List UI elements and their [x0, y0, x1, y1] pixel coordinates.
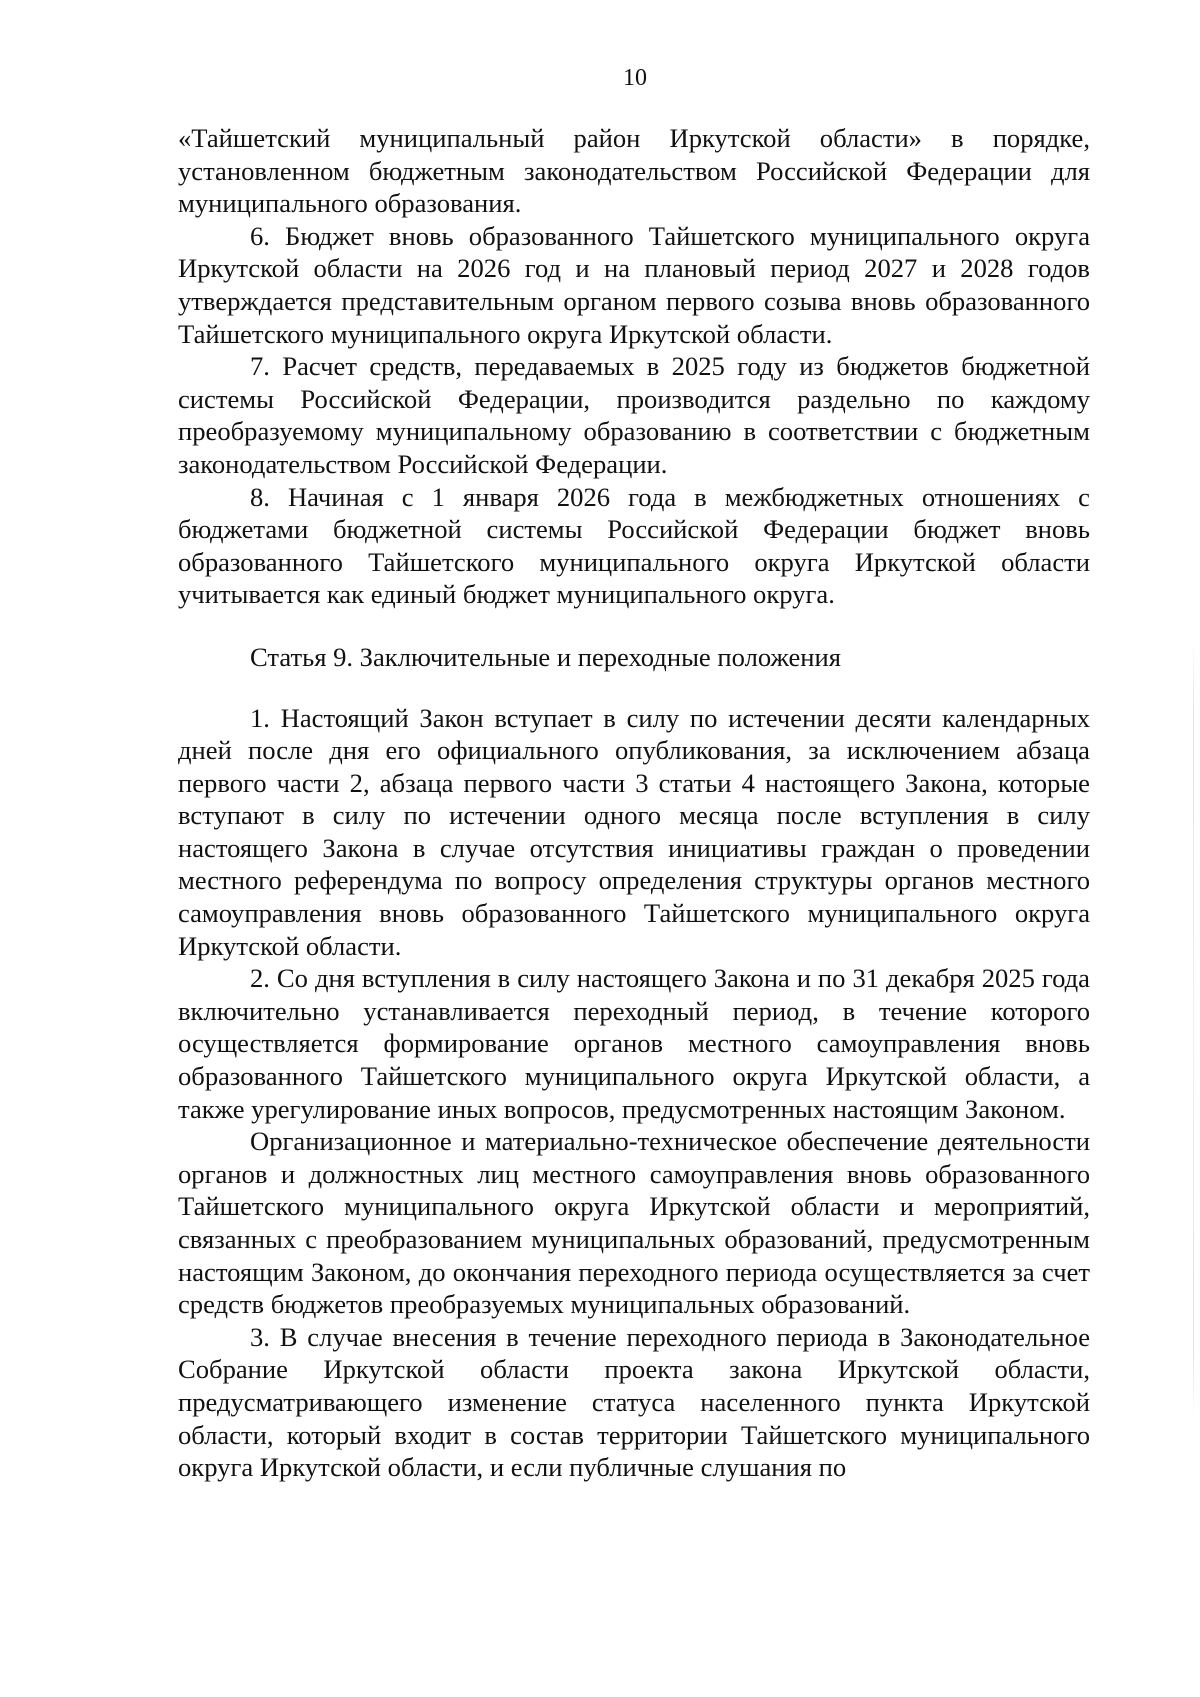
article-heading: Статья 9. Заключительные и переходные положения — [250, 641, 841, 672]
paragraph-item-6: 6. Бюджет вновь образованного Тайшетского муниципального округа Иркутской области на 2026 год и на плановый период 2027 и 2028 годов утверждается представительным органом первого созыва вновь образованного Тайшетского муниципального округа Иркутской области. — [178, 220, 1090, 349]
paragraph-article9-part-2-organizational: Организационное и материально-техническое обеспечение деятельности органов и должностных лиц местного самоуправления вновь образованного Тайшетского муниципального округа Иркутской области и мероприятий, связанных с преобразованием муниципальных образований, предусмотренным настоящим Законом, до окончания переходного периода осуществляется за счет средств бюджетов преобразуемых муниципальных образований. — [178, 1126, 1090, 1320]
paragraph-item-7: 7. Расчет средств, передаваемых в 2025 году из бюджетов бюджетной системы Российской Федерации, производится раздельно по каждому преобразуемому муниципальному образованию в соответствии с бюджетным законодательством Российской Федерации. — [178, 351, 1090, 479]
paragraph-article9-part-3: 3. В случае внесения в течение переходного периода в Законодательное Собрание Иркутской области проекта закона Иркутской области, предусматривающего изменение статуса населенного пункта Иркутской области, который входит в состав территории Тайшетского муниципального округа Иркутской области, и если публичные слушания по — [178, 1321, 1090, 1483]
paragraph-article9-part-1: 1. Настоящий Закон вступает в силу по истечении десяти календарных дней после дня его официального опубликования, за исключением абзаца первого части 2, абзаца первого части 3 статьи 4 настоящего Закона, которые вступают в силу по истечении одного месяца после вступления в силу настоящего Закона в случае отсутствия инициативы граждан о проведении местного референдума по вопросу определения структуры органов местного самоуправления вновь образованного Тайшетского муниципального округа Иркутской области. — [178, 702, 1090, 961]
paragraph-article9-part-2: 2. Со дня вступления в силу настоящего Закона и по 31 декабря 2025 года включительно устанавливается переходный период, в течение которого осуществляется формирование органов местного самоуправления вновь образованного Тайшетского муниципального округа Иркутской области, а также урегулирование иных вопросов, предусмотренных настоящим Законом. — [178, 963, 1090, 1124]
page-number: 10 — [623, 65, 647, 91]
scan-edge-artifact — [1193, 640, 1194, 1420]
paragraph-continuation: «Тайшетский муниципальный район Иркутской области» в порядке, установленном бюджетным законодательством Российской Федерации для муниципального образования. — [178, 123, 1090, 219]
document-body — [178, 122, 1090, 1484]
paragraph-item-8: 8. Начиная с 1 января 2026 года в межбюджетных отношениях с бюджетами бюджетной системы Российской Федерации бюджет вновь образованного Тайшетского муниципального округа Иркутской области учитывается как единый бюджет муниципального округа. — [178, 481, 1090, 610]
